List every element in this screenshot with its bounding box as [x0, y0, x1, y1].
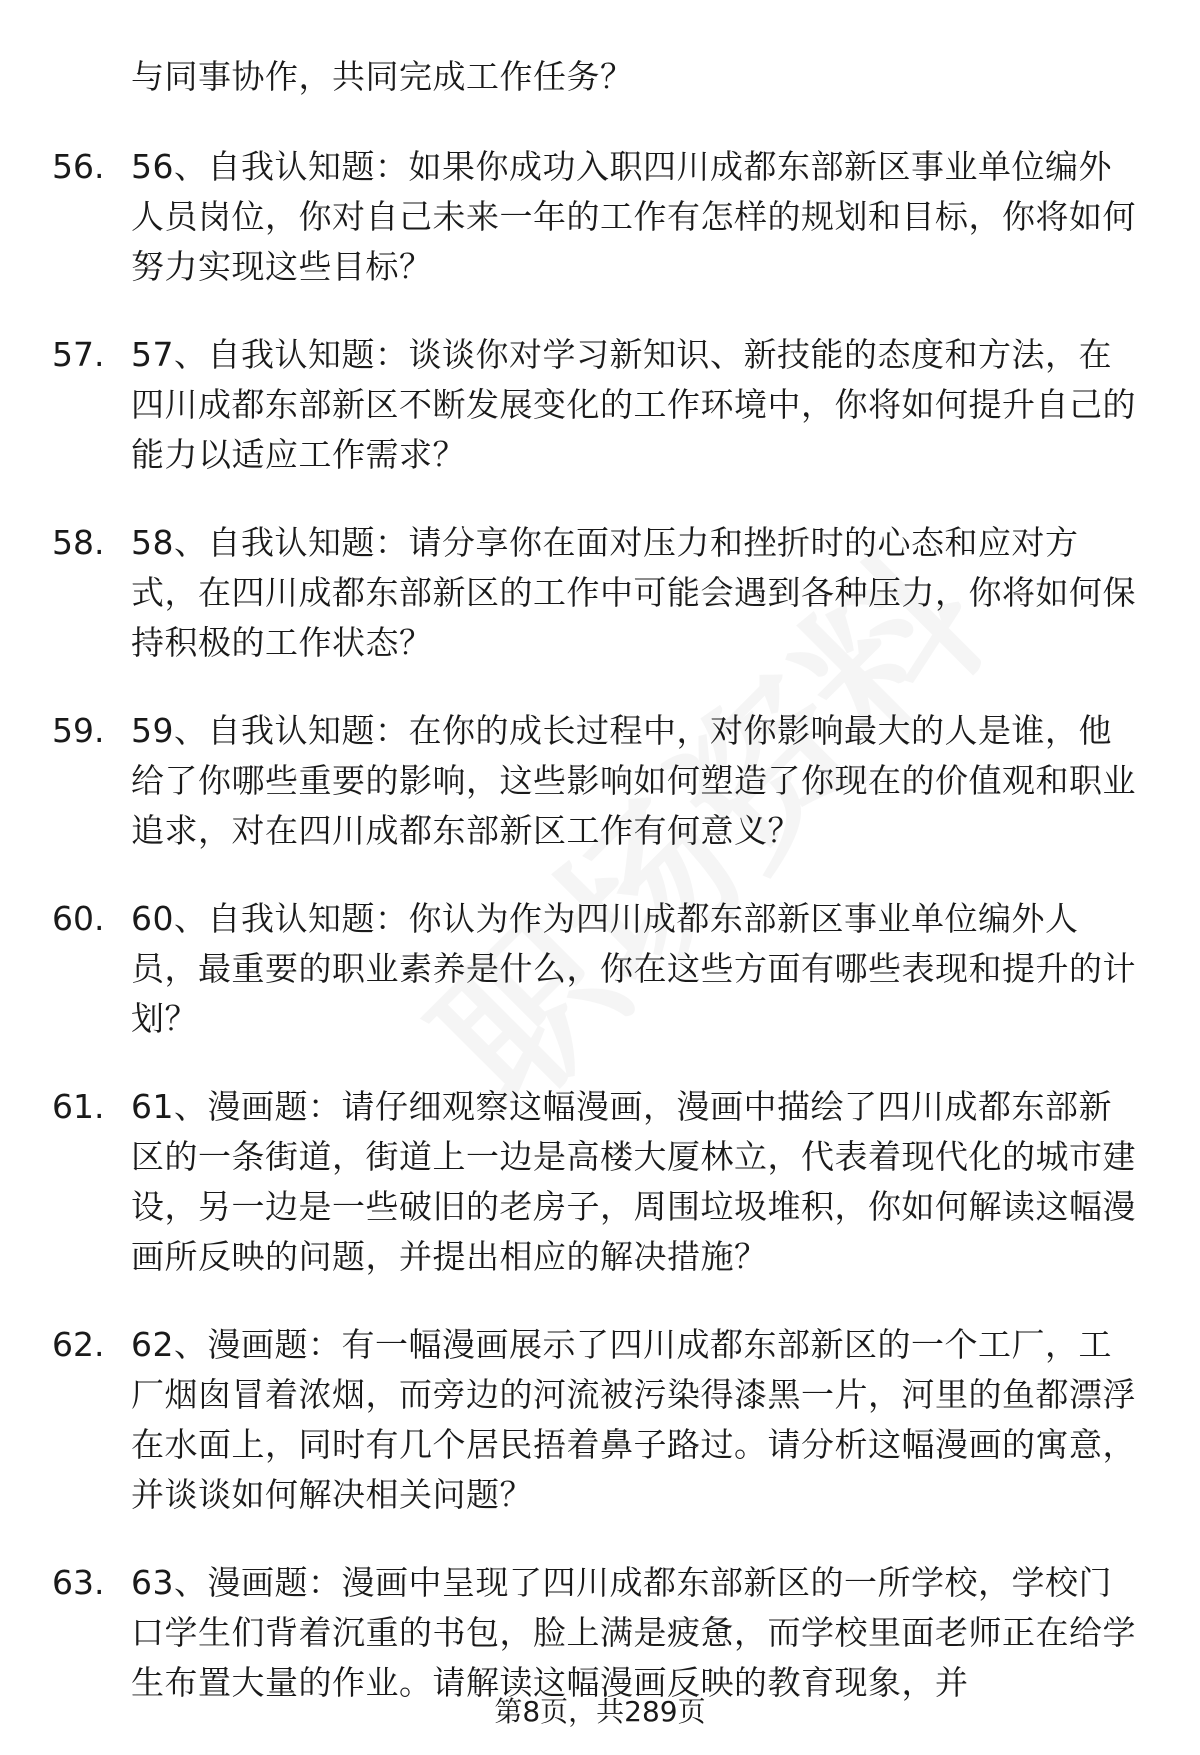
list-item [0, 142, 1200, 292]
question-text: 57、自我认知题：谈谈你对学习新知识、新技能的态度和方法，在四川成都东部新区不断发展变化的工作环境中，你将如何提升自己的能力以适应工作需求？ [131, 335, 1136, 474]
question-list [0, 52, 1200, 1746]
list-item [0, 1558, 1200, 1708]
question-text: 62、漫画题：有一幅漫画展示了四川成都东部新区的一个工厂，工厂烟囱冒着浓烟，而旁边的河流被污染得漆黑一片，河里的鱼都漂浮在水面上，同时有几个居民捂着鼻子路过。请分析这幅漫画的寓意，并谈谈如何解决相关问题？ [131, 1325, 1136, 1514]
question-text: 61、漫画题：请仔细观察这幅漫画，漫画中描绘了四川成都东部新区的一条街道，街道上一边是高楼大厦林立，代表着现代化的城市建设，另一边是一些破旧的老房子，周围垃圾堆积，你如何解读这幅漫画所反映的问题，并提出相应的解决措施？ [131, 1087, 1136, 1276]
list-item [0, 894, 1200, 1044]
list-number: 58. [52, 523, 105, 562]
list-item [0, 1082, 1200, 1282]
question-text: 58、自我认知题：请分享你在面对压力和挫折时的心态和应对方式，在四川成都东部新区的工作中可能会遇到各种压力，你将如何保持积极的工作状态？ [131, 523, 1136, 662]
list-number: 62. [52, 1325, 105, 1364]
question-text: 59、自我认知题：在你的成长过程中，对你影响最大的人是谁，他给了你哪些重要的影响，这些影响如何塑造了你现在的价值观和职业追求，对在四川成都东部新区工作有何意义？ [131, 711, 1136, 850]
list-number: 56. [52, 147, 105, 186]
list-number: 57. [52, 335, 105, 374]
list-item [0, 706, 1200, 856]
list-number: 63. [52, 1563, 105, 1602]
list-item [0, 1320, 1200, 1520]
list-item [0, 330, 1200, 480]
list-number: 61. [52, 1087, 105, 1126]
question-text: 60、自我认知题：你认为作为四川成都东部新区事业单位编外人员，最重要的职业素养是什么，你在这些方面有哪些表现和提升的计划？ [131, 899, 1136, 1038]
list-number: 60. [52, 899, 105, 938]
page-footer: 第8页，共289页 [494, 1695, 706, 1728]
question-text: 与同事协作，共同完成工作任务？ [131, 57, 634, 96]
list-number: 59. [52, 711, 105, 750]
list-item [0, 518, 1200, 668]
list-item-continuation [0, 52, 1200, 102]
question-text: 63、漫画题：漫画中呈现了四川成都东部新区的一所学校，学校门口学生们背着沉重的书包，脸上满是疲惫，而学校里面老师正在给学生布置大量的作业。请解读这幅漫画反映的教育现象，并 [131, 1563, 1136, 1702]
question-text: 56、自我认知题：如果你成功入职四川成都东部新区事业单位编外人员岗位，你对自己未来一年的工作有怎样的规划和目标，你将如何努力实现这些目标？ [131, 147, 1136, 286]
